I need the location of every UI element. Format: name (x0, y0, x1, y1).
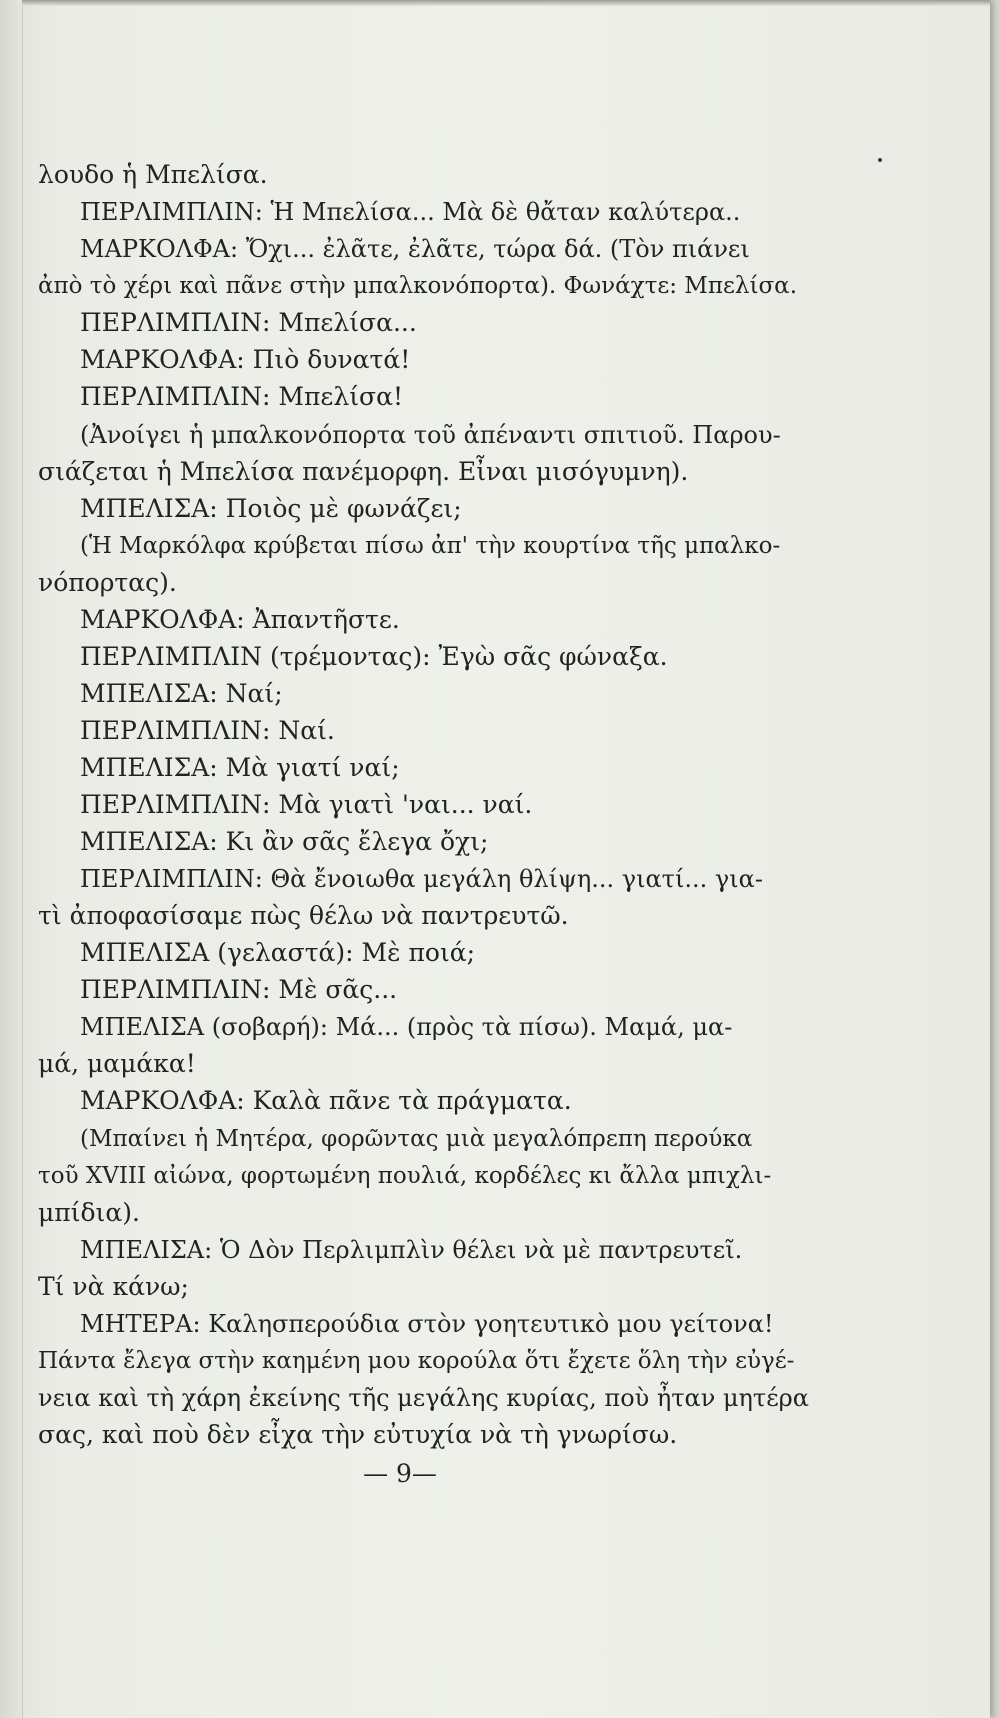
page-number: — 9— (363, 1459, 437, 1488)
text-line: ΠΕΡΛΙΜΠΛΙΝ: Ἡ Μπελίσα... Μὰ δὲ θἄταν καλύτερα.. (80, 198, 741, 226)
text-line: ΜΠΕΛΙΣΑ: Ὁ Δὸν Περλιμπλὶν θέλει νὰ μὲ παντρευτεῖ. (80, 1236, 743, 1264)
text-line: νεια καὶ τὴ χάρη ἐκείνης τῆς μεγάλης κυρίας, ποὺ ἦταν μητέρα (38, 1384, 809, 1412)
text-line: λουδο ἡ Μπελίσα. (38, 160, 268, 189)
text-line: ΠΕΡΛΙΜΠΛΙΝ: Μὲ σᾶς... (80, 975, 398, 1004)
text-line: ΠΕΡΛΙΜΠΛΙΝ: Ναί. (80, 716, 335, 745)
text-line: ΜΠΕΛΙΣΑ: Ναί; (80, 679, 283, 708)
text-line: ΜΠΕΛΙΣΑ: Κι ἂν σᾶς ἔλεγα ὄχι; (80, 827, 489, 856)
text-line: Πάντα ἔλεγα στὴν καημένη μου κορούλα ὅτι ἔχετε ὅλη τὴν εὐγέ- (38, 1348, 795, 1374)
text-line: ΜΠΕΛΙΣΑ (σοβαρή): Μά... (πρὸς τὰ πίσω). Μαμά, μα- (80, 1013, 733, 1041)
text-line: ΠΕΡΛΙΜΠΛΙΝ: Μὰ γιατὶ 'ναι... ναί. (80, 790, 533, 819)
text-line: ΠΕΡΛΙΜΠΛΙΝ: Μπελίσα! (80, 382, 403, 411)
text-line: ΜΑΡΚΟΛΦΑ: Ὄχι... ἐλᾶτε, ἐλᾶτε, τώρα δά. (Τὸν πιάνει (80, 235, 750, 263)
text-line: Τί νὰ κάνω; (38, 1272, 189, 1301)
text-line: ἀπὸ τὸ χέρι καὶ πᾶνε στὴν μπαλκονόπορτα). Φωνάχτε: Μπελίσα. (38, 273, 798, 299)
text-line: νόπορτας). (38, 568, 177, 597)
text-line: ΠΕΡΛΙΜΠΛΙΝ: Θὰ ἔνοιωθα μεγάλη θλίψη... γιατί... για- (80, 865, 763, 893)
text-line: τὶ ἀποφασίσαμε πὼς θέλω νὰ παντρευτῶ. (38, 901, 569, 930)
text-line: ΠΕΡΛΙΜΠΛΙΝ (τρέμοντας): Ἐγὼ σᾶς φώναξα. (80, 642, 668, 671)
text-line: (Ἡ Μαρκόλφα κρύβεται πίσω ἀπ' τὴν κουρτίνα τῆς μπαλκο- (80, 533, 781, 559)
text-line: ΜΑΡΚΟΛΦΑ: Καλὰ πᾶνε τὰ πράγματα. (80, 1086, 572, 1115)
text-line: ΠΕΡΛΙΜΠΛΙΝ: Μπελίσα... (80, 308, 417, 337)
text-line: μά, μαμάκα! (38, 1049, 196, 1078)
text-line: ΜΗΤΕΡΑ: Καλησπερούδια στὸν γοητευτικὸ μου γείτονα! (80, 1310, 774, 1338)
text-line: ΜΑΡΚΟΛΦΑ: Πιὸ δυνατά! (80, 345, 411, 374)
text-line: μπίδια). (38, 1198, 140, 1227)
text-line: ΜΠΕΛΙΣΑ: Ποιὸς μὲ φωνάζει; (80, 494, 462, 523)
text-line: ΜΠΕΛΙΣΑ (γελαστά): Μὲ ποιά; (80, 938, 476, 967)
text-line: τοῦ XVIII αἰώνα, φορτωμένη πουλιά, κορδέλες κι ἄλλα μπιχλι- (38, 1163, 772, 1189)
text-line: ΜΠΕΛΙΣΑ: Μὰ γιατί ναί; (80, 753, 400, 782)
text-line: σιάζεται ἡ Μπελίσα πανέμορφη. Εἶναι μισόγυμνη). (38, 457, 689, 486)
text-line: (Μπαίνει ἡ Μητέρα, φορῶντας μιὰ μεγαλόπρεπη περούκα (80, 1126, 753, 1152)
text-line: ΜΑΡΚΟΛΦΑ: Ἀπαντῆστε. (80, 605, 400, 634)
text-line: (Ἀνοίγει ἡ μπαλκονόπορτα τοῦ ἀπέναντι σπιτιοῦ. Παρου- (80, 421, 781, 449)
text-line: σας, καὶ ποὺ δὲν εἶχα τὴν εὐτυχία νὰ τὴ γνωρίσω. (38, 1420, 678, 1449)
